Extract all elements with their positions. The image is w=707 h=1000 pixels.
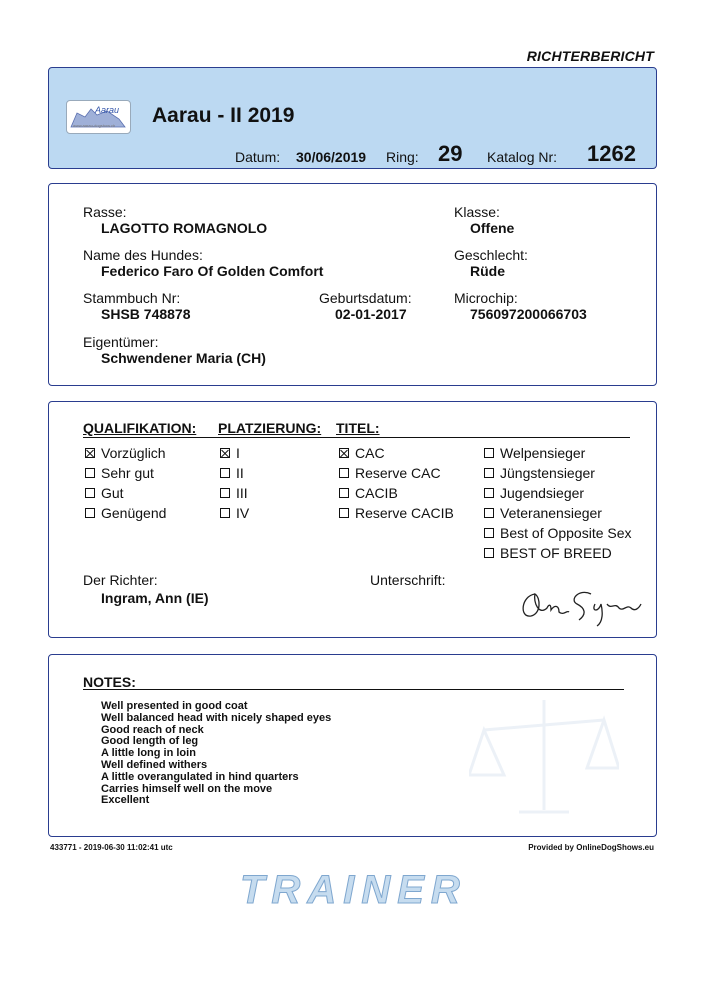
catalog-value: 1262: [587, 141, 636, 166]
option-label: Jugendsieger: [500, 485, 585, 501]
microchip-label: Microchip:: [454, 290, 518, 306]
placement-option[interactable]: [220, 505, 249, 521]
checkbox-icon: [220, 468, 230, 478]
footer-provider: Provided by OnlineDogShows.eu: [528, 843, 654, 852]
placement-option[interactable]: [220, 485, 248, 501]
placement-option[interactable]: [220, 465, 244, 481]
checkbox-icon: [85, 508, 95, 518]
title-option[interactable]: [484, 505, 602, 521]
checkbox-checked-icon: [339, 448, 349, 458]
ring-label: Ring:: [386, 149, 419, 165]
title-option[interactable]: [484, 485, 584, 501]
title-heading: TITEL:: [336, 420, 380, 436]
checkbox-icon: [339, 468, 349, 478]
class-value: Offene: [470, 220, 515, 236]
checkbox-icon: [85, 488, 95, 498]
note-line: Well presented in good coat: [101, 700, 248, 712]
checkbox-icon: [484, 528, 494, 538]
judge-value: Ingram, Ann (IE): [101, 590, 209, 606]
qualification-option[interactable]: [85, 445, 166, 461]
show-title: Aarau - II 2019: [152, 104, 295, 127]
logo-text: Aarau: [95, 105, 120, 115]
option-label: Reserve CACIB: [355, 505, 454, 521]
show-logo: [66, 100, 131, 134]
checkbox-icon: [339, 508, 349, 518]
option-label: Veteranensieger: [500, 505, 602, 521]
owner-label: Eigentümer:: [83, 334, 159, 350]
checkbox-icon: [484, 488, 494, 498]
title-option[interactable]: [484, 545, 612, 561]
option-label: Welpensieger: [500, 445, 586, 461]
trainer-logo: TRAINER: [240, 868, 467, 912]
checkbox-icon: [85, 468, 95, 478]
handwritten-signature: [511, 582, 651, 630]
option-label: Vorzüglich: [101, 445, 166, 461]
checkbox-icon: [484, 508, 494, 518]
option-label: Best of Opposite Sex: [500, 525, 632, 541]
footer-timestamp: 433771 - 2019-06-30 11:02:41 utc: [50, 843, 173, 852]
qualification-option[interactable]: [85, 505, 166, 521]
option-label: Gut: [101, 485, 124, 501]
option-label: CAC: [355, 445, 385, 461]
option-label: II: [236, 465, 244, 481]
option-label: III: [236, 485, 248, 501]
notes-heading: NOTES:: [83, 674, 136, 690]
option-label: IV: [236, 505, 250, 521]
option-label: I: [236, 445, 240, 461]
placement-heading: PLATZIERUNG:: [218, 420, 322, 436]
signature-label: Unterschrift:: [370, 572, 446, 588]
breed-value: LAGOTTO ROMAGNOLO: [101, 220, 268, 236]
birthdate-label: Geburtsdatum:: [319, 290, 412, 306]
option-label: CACIB: [355, 485, 398, 501]
show-header: [48, 67, 657, 169]
note-line: Good reach of neck: [101, 723, 204, 736]
note-line: Good length of leg: [101, 735, 199, 748]
title-option[interactable]: [339, 505, 454, 521]
report-title: RICHTERBERICHT: [526, 48, 654, 64]
dog-info-panel: [48, 183, 657, 386]
option-label: Genügend: [101, 505, 167, 521]
sex-value: Rüde: [470, 263, 505, 279]
note-line: Carries himself well on the move: [101, 782, 273, 795]
note-line: A little overangulated in hind quarters: [101, 770, 299, 783]
dog-name-label: Name des Hundes:: [83, 247, 203, 263]
date-value: 30/06/2019: [296, 149, 367, 165]
sex-label: Geschlecht:: [454, 247, 528, 263]
checkbox-icon: [484, 548, 494, 558]
judge-label: Der Richter:: [83, 572, 158, 588]
class-label: Klasse:: [454, 204, 500, 220]
owner-value: Schwendener Maria (CH): [101, 350, 266, 366]
ring-value: 29: [438, 141, 463, 166]
qualification-heading: QUALIFIKATION:: [83, 420, 197, 436]
notes-panel: [48, 654, 657, 837]
qualification-option[interactable]: [85, 485, 124, 501]
microchip-value: 756097200066703: [470, 306, 587, 322]
studbook-label: Stammbuch Nr:: [83, 290, 181, 306]
qualification-option[interactable]: [85, 465, 154, 481]
breed-label: Rasse:: [83, 204, 127, 220]
checkbox-icon: [220, 488, 230, 498]
date-label: Datum:: [235, 149, 281, 165]
checkbox-icon: [484, 468, 494, 478]
judging-results-panel: [48, 401, 657, 638]
option-label: Sehr gut: [101, 465, 154, 481]
option-label: BEST OF BREED: [500, 545, 612, 561]
catalog-label: Katalog Nr:: [487, 149, 558, 165]
checkbox-checked-icon: [85, 448, 95, 458]
title-option[interactable]: [339, 465, 441, 481]
title-option[interactable]: [484, 525, 632, 541]
title-option[interactable]: [339, 485, 398, 501]
notes-rule: [83, 689, 624, 690]
title-option[interactable]: [484, 445, 585, 461]
dog-name-value: Federico Faro Of Golden Comfort: [101, 263, 324, 279]
note-line: Excellent: [101, 794, 150, 807]
heading-rule: [83, 437, 630, 438]
title-option[interactable]: [484, 465, 595, 481]
scales-watermark-icon: [469, 690, 619, 825]
title-option[interactable]: [339, 445, 385, 461]
placement-option[interactable]: [220, 445, 240, 461]
option-label: Reserve CAC: [355, 465, 441, 481]
notes-list: [101, 701, 331, 807]
birthdate-value: 02-01-2017: [335, 306, 407, 322]
checkbox-icon: [220, 508, 230, 518]
logo-url: www.aarau-dogshow.ch: [73, 123, 116, 128]
note-line: Well balanced head with nicely shaped eyes: [101, 711, 332, 724]
note-line: A little long in loin: [101, 747, 196, 760]
option-label: Jüngstensieger: [500, 465, 595, 481]
checkbox-icon: [484, 448, 494, 458]
checkbox-checked-icon: [220, 448, 230, 458]
checkbox-icon: [339, 488, 349, 498]
note-line: Well defined withers: [101, 758, 208, 771]
studbook-value: SHSB 748878: [101, 306, 191, 322]
